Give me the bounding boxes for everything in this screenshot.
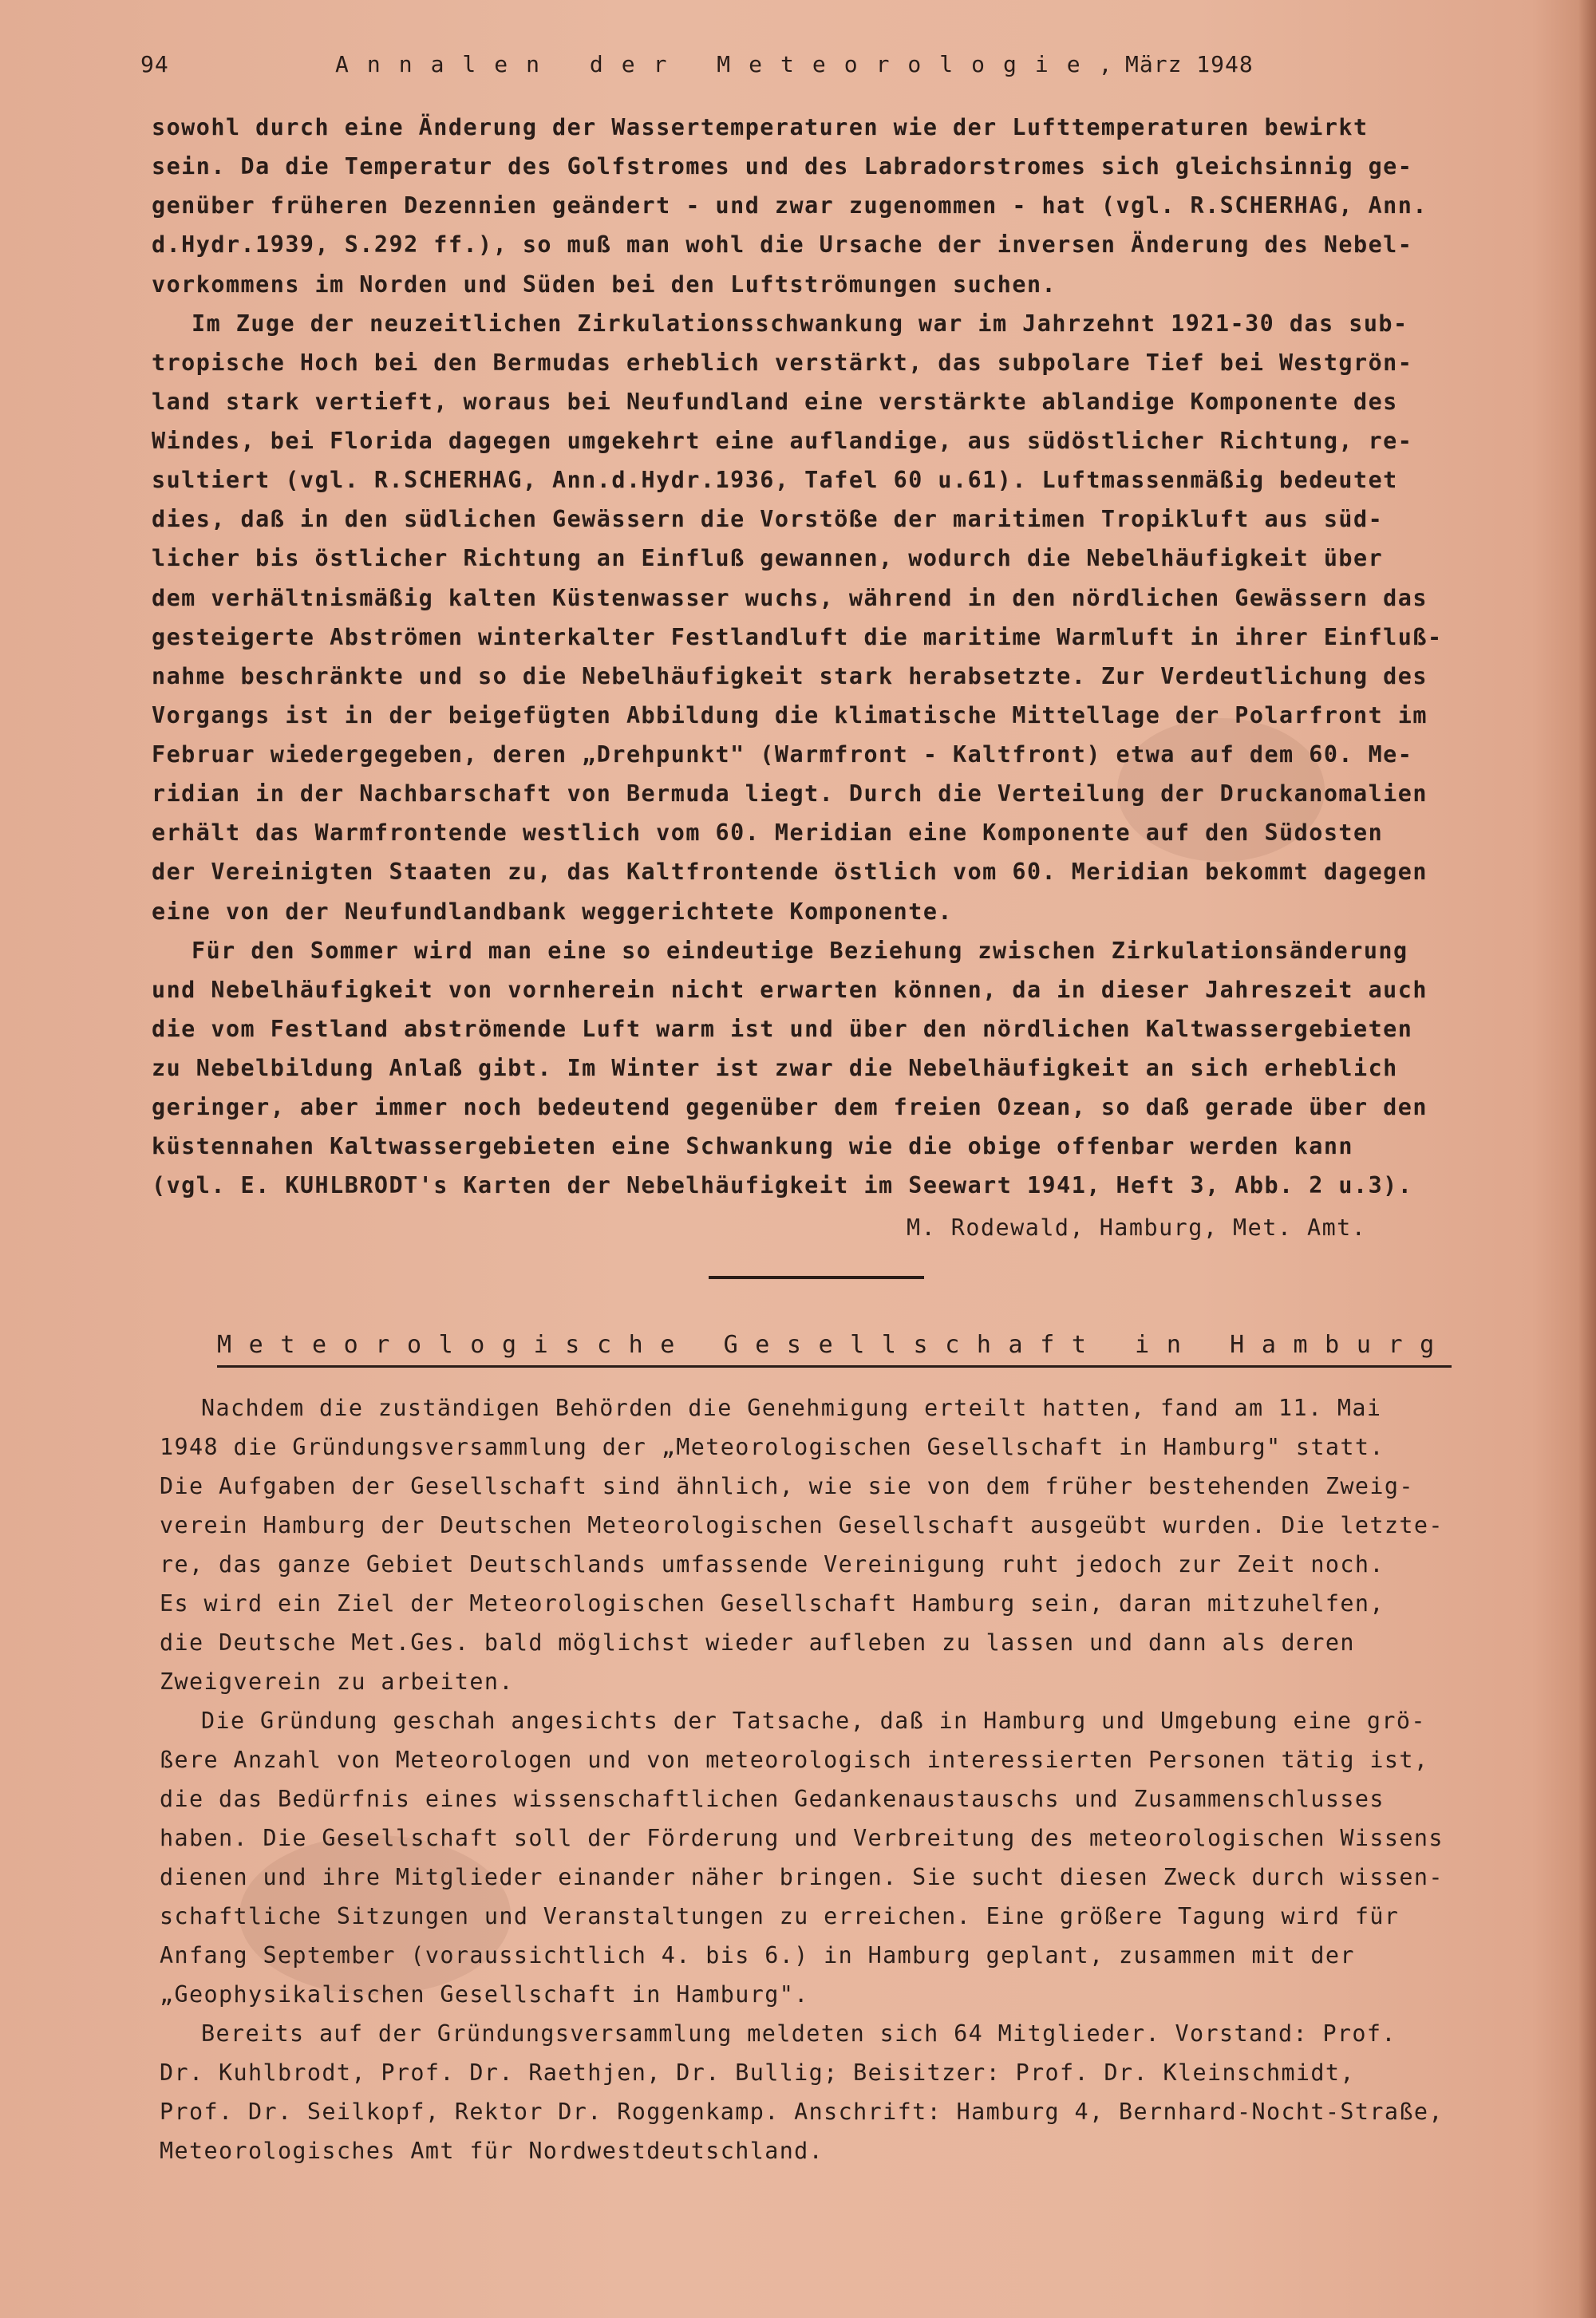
article-line: Windes, bei Florida dagegen umgekehrt eine auflandige, aus südöstlicher Richtung, re- (152, 428, 1413, 454)
article-line: und Nebelhäufigkeit von vornherein nicht erwarten können, da in dieser Jahreszeit auch (152, 977, 1428, 1003)
section-line: Meteorologisches Amt für Nordwestdeutschland. (160, 2138, 824, 2164)
section-line: ßere Anzahl von Meteorologen und von meteorologisch interessierten Personen tätig ist, (160, 1747, 1429, 1773)
article-line: gesteigerte Abströmen winterkalter Festlandluft die maritime Warmluft in ihrer Einfluß- (152, 624, 1443, 650)
section-line: dienen und ihre Mitglieder einander näher bringen. Sie sucht diesen Zweck durch wissen- (160, 1864, 1444, 1890)
article-line: sein. Da die Temperatur des Golfstromes und des Labradorstromes sich gleichsinnig ge- (152, 153, 1413, 180)
article-line: erhält das Warmfrontende westlich vom 60. Meridian eine Komponente auf den Südosten (152, 819, 1384, 846)
article-line: sowohl durch eine Änderung der Wassertemperaturen wie der Lufttemperaturen bewirkt (152, 114, 1369, 140)
section-line: Nachdem die zuständigen Behörden die Genehmigung erteilt hatten, fand am 11. Mai (201, 1395, 1382, 1421)
author-signature: M. Rodewald, Hamburg, Met. Amt. (907, 1214, 1367, 1241)
article-line: eine von der Neufundlandbank weggerichtete Komponente. (152, 898, 954, 925)
article-line: Für den Sommer wird man eine so eindeutige Beziehung zwischen Zirkulationsänderung (192, 938, 1408, 964)
page-edge-shadow (1578, 0, 1596, 2318)
issue-date: März 1948 (1125, 51, 1254, 77)
journal-title: Annalen der Meteorologie, (335, 51, 1131, 77)
article-line: dies, daß in den südlichen Gewässern die Vorstöße der maritimen Tropikluft aus süd- (152, 506, 1384, 532)
article-line: sultiert (vgl. R.SCHERHAG, Ann.d.Hydr.1936, Tafel 60 u.61). Luftmassenmäßig bedeutet (152, 467, 1398, 493)
article-line: die vom Festland abströmende Luft warm ist und über den nördlichen Kaltwassergebieten (152, 1016, 1413, 1042)
article-line: küstennahen Kaltwassergebieten eine Schwankung wie die obige offenbar werden kann (152, 1133, 1354, 1159)
section-heading: Meteorologische Gesellschaft in Hamburg (217, 1331, 1452, 1368)
section-line: Die Gründung geschah angesichts der Tatsache, daß in Hamburg und Umgebung eine grö- (201, 1708, 1426, 1734)
article-line: land stark vertieft, woraus bei Neufundland eine verstärkte ablandige Komponente des (152, 389, 1398, 415)
section-line: haben. Die Gesellschaft soll der Förderung und Verbreitung des meteorologischen Wissens (160, 1825, 1444, 1851)
section-line: Bereits auf der Gründungsversammlung meldeten sich 64 Mitglieder. Vorstand: Prof. (201, 2020, 1396, 2047)
article-line: der Vereinigten Staaten zu, das Kaltfrontende östlich vom 60. Meridian bekommt dagegen (152, 859, 1428, 885)
section-line: Es wird ein Ziel der Meteorologischen Gesellschaft Hamburg sein, daran mitzuhelfen, (160, 1590, 1385, 1617)
section-divider (709, 1276, 924, 1279)
section-line: die Deutsche Met.Ges. bald möglichst wieder aufleben zu lassen und dann als deren (160, 1629, 1355, 1656)
section-line: Zweigverein zu arbeiten. (160, 1668, 514, 1695)
article-line: vorkommens im Norden und Süden bei den Luftströmungen suchen. (152, 271, 1057, 298)
section-line: Dr. Kuhlbrodt, Prof. Dr. Raethjen, Dr. Bullig; Beisitzer: Prof. Dr. Kleinschmidt, (160, 2059, 1355, 2086)
article-line: licher bis östlicher Richtung an Einfluß gewannen, wodurch die Nebelhäufigkeit über (152, 545, 1384, 571)
section-line: re, das ganze Gebiet Deutschlands umfassende Vereinigung ruht jedoch zur Zeit noch. (160, 1551, 1385, 1578)
article-line: (vgl. E. KUHLBRODT's Karten der Nebelhäufigkeit im Seewart 1941, Heft 3, Abb. 2 u.3). (152, 1172, 1413, 1198)
article-line: dem verhältnismäßig kalten Küstenwasser wuchs, während in den nördlichen Gewässern das (152, 585, 1428, 611)
section-line: schaftliche Sitzungen und Veranstaltungen zu erreichen. Eine größere Tagung wird für (160, 1903, 1400, 1929)
article-line: ridian in der Nachbarschaft von Bermuda liegt. Durch die Verteilung der Druckanomalien (152, 780, 1428, 807)
article-line: tropische Hoch bei den Bermudas erheblich verstärkt, das subpolare Tief bei Westgrön- (152, 349, 1413, 376)
article-line: zu Nebelbildung Anlaß gibt. Im Winter ist zwar die Nebelhäufigkeit an sich erheblich (152, 1055, 1398, 1081)
page-number: 94 (140, 51, 169, 77)
section-line: verein Hamburg der Deutschen Meteorologischen Gesellschaft ausgeübt wurden. Die letzte- (160, 1512, 1444, 1538)
article-line: genüber früheren Dezennien geändert - und zwar zugenommen - hat (vgl. R.SCHERHAG, Ann. (152, 192, 1428, 219)
article-line: Vorgangs ist in der beigefügten Abbildung die klimatische Mittellage der Polarfront im (152, 702, 1428, 729)
article-line: nahme beschränkte und so die Nebelhäufigkeit stark herabsetzte. Zur Verdeutlichung des (152, 663, 1428, 689)
section-line: 1948 die Gründungsversammlung der „Meteorologischen Gesellschaft in Hamburg" statt. (160, 1434, 1385, 1460)
article-line: d.Hydr.1939, S.292 ff.), so muß man wohl die Ursache der inversen Änderung des Nebel- (152, 231, 1413, 258)
section-line: „Geophysikalischen Gesellschaft in Hamburg". (160, 1981, 809, 2008)
article-line: Februar wiedergegeben, deren „Drehpunkt" (Warmfront - Kaltfront) etwa auf dem 60. Me- (152, 741, 1413, 768)
section-line: Prof. Dr. Seilkopf, Rektor Dr. Roggenkamp. Anschrift: Hamburg 4, Bernhard-Nocht-Straße, (160, 2099, 1444, 2125)
article-line: geringer, aber immer noch bedeutend gegenüber dem freien Ozean, so daß gerade über den (152, 1094, 1428, 1120)
section-line: die das Bedürfnis eines wissenschaftlichen Gedankenaustauschs und Zusammenschlusses (160, 1786, 1385, 1812)
section-line: Anfang September (voraussichtlich 4. bis 6.) in Hamburg geplant, zusammen mit der (160, 1942, 1355, 1969)
article-line: Im Zuge der neuzeitlichen Zirkulationsschwankung war im Jahrzehnt 1921-30 das sub- (192, 310, 1408, 337)
section-line: Die Aufgaben der Gesellschaft sind ähnlich, wie sie von dem früher bestehenden Zweig- (160, 1473, 1414, 1499)
